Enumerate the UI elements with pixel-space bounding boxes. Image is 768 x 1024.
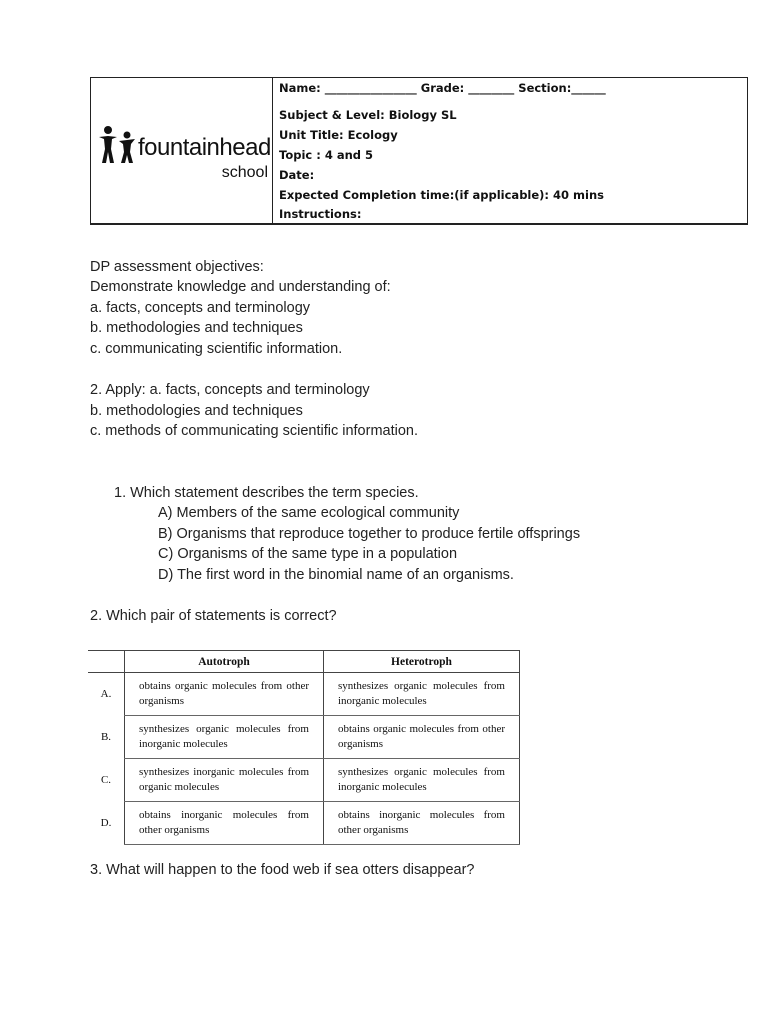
objective-line: Demonstrate knowledge and understanding of:: [90, 279, 391, 295]
question-3-stem: 3. What will happen to the food web if sea otters disappear?: [90, 862, 475, 878]
family-figures-icon: [97, 125, 139, 165]
table-row: [88, 716, 520, 759]
row-letter: D.: [100, 816, 112, 829]
question-1-stem: 1. Which statement describes the term species.: [114, 485, 419, 501]
table-header-row: [88, 651, 520, 673]
objective-line: b. methodologies and techniques: [90, 320, 303, 336]
objective-line: c. communicating scientific information.: [90, 341, 343, 357]
autotroph-cell: synthesizes organic molecules from inorganic molecules: [125, 716, 324, 759]
column-header-heterotroph: Heterotroph: [324, 651, 520, 673]
autotroph-cell: obtains organic molecules from other organisms: [125, 673, 324, 716]
heterotroph-cell: synthesizes organic molecules from inorganic molecules: [324, 759, 520, 802]
subject-level: Subject & Level: Biology SL: [279, 108, 457, 122]
heterotroph-cell: obtains inorganic molecules from other organisms: [324, 802, 520, 845]
logo-subtitle: school: [221, 164, 268, 181]
question-1-option-a: A) Members of the same ecological community: [158, 505, 460, 521]
table-row: [88, 759, 520, 802]
question-1-option-d: D) The first word in the binomial name of an organisms.: [158, 567, 514, 583]
question-1-option-b: B) Organisms that reproduce together to produce fertile offsprings: [158, 526, 581, 542]
objective-line: b. methodologies and techniques: [90, 403, 303, 419]
autotroph-cell: synthesizes inorganic molecules from organic molecules: [125, 759, 324, 802]
heterotroph-cell: synthesizes organic molecules from inorganic molecules: [324, 673, 520, 716]
date-label: Date:: [279, 168, 315, 182]
question-2-stem: 2. Which pair of statements is correct?: [90, 608, 337, 624]
name-grade-section-line: Name: ________________ Grade: ________ Section:______: [279, 81, 606, 95]
objective-line: a. facts, concepts and terminology: [90, 300, 311, 316]
instructions-label: Instructions:: [279, 207, 362, 221]
objective-line: 2. Apply: a. facts, concepts and terminology: [90, 382, 370, 398]
topic: Topic : 4 and 5: [279, 148, 374, 162]
worksheet-header: [90, 77, 748, 225]
question-1-option-c: C) Organisms of the same type in a population: [158, 546, 458, 562]
column-header-autotroph: Autotroph: [125, 651, 324, 673]
school-logo: [91, 78, 273, 223]
objectives-heading: DP assessment objectives:: [90, 259, 264, 275]
row-letter: C.: [100, 773, 112, 786]
autotroph-heterotroph-table: [88, 650, 520, 845]
heterotroph-cell: obtains organic molecules from other organisms: [324, 716, 520, 759]
table-row: [88, 802, 520, 845]
row-letter: A.: [100, 687, 112, 700]
expected-completion-time: Expected Completion time:(if applicable): 40 mins: [279, 188, 604, 202]
unit-title: Unit Title: Ecology: [279, 128, 398, 142]
logo-wordmark: fountainhead: [138, 134, 271, 161]
table-row: [88, 673, 520, 716]
objective-line: c. methods of communicating scientific information.: [90, 423, 418, 439]
row-letter: B.: [100, 730, 112, 743]
autotroph-cell: obtains inorganic molecules from other organisms: [125, 802, 324, 845]
table-corner: [88, 651, 125, 673]
